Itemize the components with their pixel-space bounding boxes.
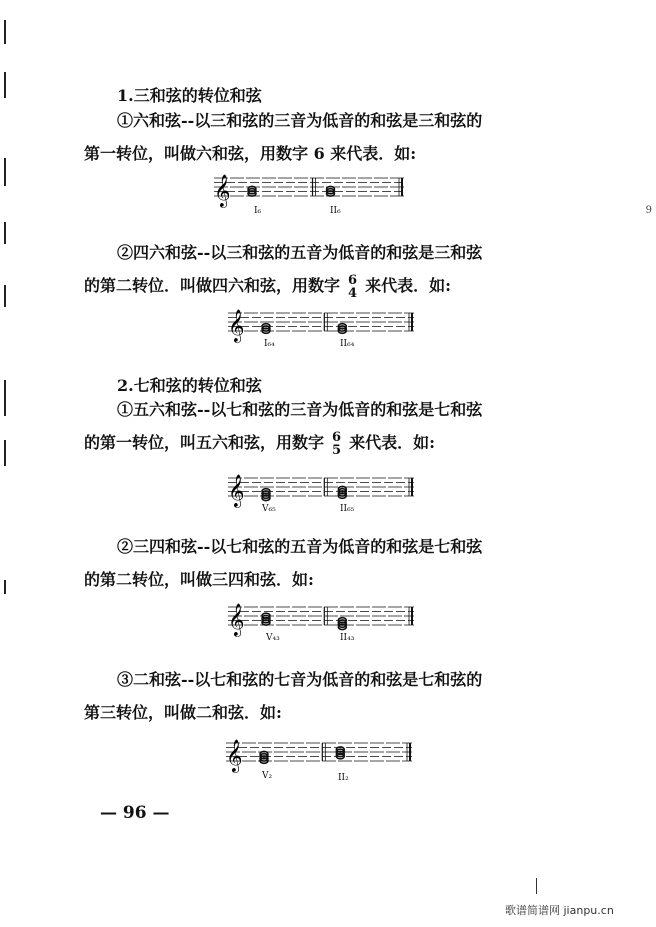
chord-label: II₆₄ (340, 339, 355, 349)
chord-label: I₆ (254, 206, 262, 216)
paragraph-line: ②三四和弦--以七和弦的五音为低音的和弦是七和弦 (117, 537, 483, 556)
page-number: — 96 — (100, 803, 170, 823)
staff-example-five-six-chord (228, 468, 414, 520)
chord-label: I₆₄ (264, 339, 275, 349)
section-heading-1: 1.三和弦的转位和弦 (117, 86, 262, 105)
binding-marks (4, 20, 10, 640)
chord-label: II₆₅ (340, 504, 355, 514)
paragraph-six-four-chord (84, 236, 584, 302)
treble-clef-icon: 𝄞 (228, 474, 245, 507)
paragraph-line: 第一转位，叫做六和弦，用数字 6 来代表．如: (84, 144, 417, 163)
chord-label: V₂ (262, 771, 273, 781)
paragraph-line: 的第二转位，叫做三四和弦．如: (84, 570, 314, 589)
fraction-bottom: 5 (332, 442, 342, 458)
paragraph-line: ①五六和弦--以七和弦的三音为低音的和弦是七和弦 (117, 400, 483, 419)
paragraph-line: 第三转位，叫做二和弦．如: (84, 703, 282, 722)
paragraph-three-four-chord (84, 530, 584, 596)
staff-svg (228, 597, 414, 649)
staff-svg (228, 468, 414, 520)
paragraph-line: ③二和弦--以七和弦的七音为低音的和弦是七和弦的 (117, 670, 483, 689)
paragraph-second-chord (84, 663, 584, 729)
fraction-top: 6 (332, 429, 342, 445)
staff-svg (228, 303, 414, 355)
paragraph-line: 来代表．如: (365, 276, 451, 295)
watermark: 歌谱简谱网 jianpu.cn (505, 904, 614, 917)
staff-example-sixth-chord (214, 168, 404, 220)
paragraph-line: 的第二转位．叫做四六和弦，用数字 (84, 276, 341, 295)
treble-clef-icon: 𝄞 (228, 309, 245, 342)
paragraph-line: 来代表．如: (349, 433, 435, 452)
paragraph-five-six-chord (84, 393, 584, 459)
fraction-top: 6 (348, 272, 358, 288)
staff-svg (226, 733, 412, 785)
figured-bass-fraction (332, 431, 341, 457)
chord-label: V₆₅ (262, 504, 276, 514)
chord-label: V₄₃ (266, 633, 280, 643)
staff-example-three-four-chord (228, 597, 414, 649)
treble-clef-icon: 𝄞 (228, 603, 245, 636)
scan-tick (536, 878, 537, 894)
paragraph-line: ②四六和弦--以三和弦的五音为低音的和弦是三和弦 (117, 243, 483, 262)
section-heading-2: 2.七和弦的转位和弦 (117, 376, 262, 395)
staff-example-six-four-chord (228, 303, 414, 355)
fraction-bottom: 4 (348, 285, 358, 301)
paragraph-sixth-chord (84, 104, 584, 170)
chord-label: II₆ (330, 206, 341, 216)
treble-clef-icon: 𝄞 (226, 739, 243, 772)
staff-example-second-chord (226, 733, 412, 785)
chord-label: II₄₃ (340, 633, 355, 643)
figured-bass-fraction (348, 274, 357, 300)
staff-svg (214, 168, 404, 220)
paragraph-line: 的第一转位，叫五六和弦，用数字 (84, 433, 325, 452)
edge-mark: 9 (645, 205, 652, 216)
paragraph-line: ①六和弦--以三和弦的三音为低音的和弦是三和弦的 (117, 111, 483, 130)
treble-clef-icon: 𝄞 (214, 174, 231, 207)
chord-label: II₂ (338, 773, 349, 783)
